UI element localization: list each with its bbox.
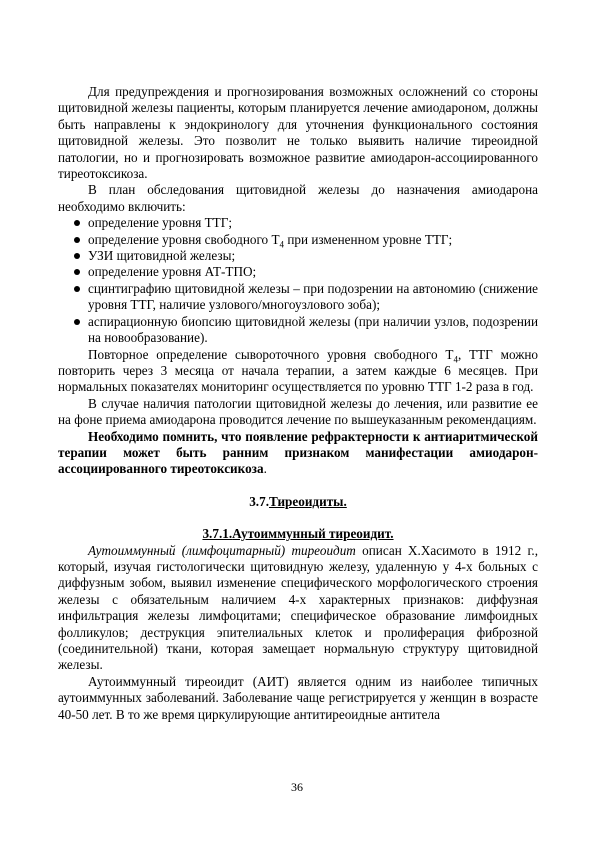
list-item-text: сцинтиграфию щитовидной железы – при подозрении на автономию (снижение уровня ТТГ, наличие узлового/многоузлового зоба); (88, 280, 538, 313)
bullet-icon (74, 319, 80, 325)
text-run: описан Х.Хасимото в 1912 г., который, изучая гистологически щитовидную железу, удаленную у 4-х больных с диффузным зобом, выявил изменение специфического морфологического строения железы с обязательным наличием 4-х характерных признаков: диффузная инфильтрация железы лимфоцитами; специфическое образование лимфоидных фолликулов; деструкция эпителиальных клеток и пролиферация фиброзной (соединительной) ткани, которая замещает нормальную структуру щитовидной железы. (58, 542, 538, 673)
section-heading (58, 494, 538, 510)
paragraph-prevention: Для предупреждения и прогнозирования возможных осложнений со стороны щитовидной железы пациенты, которым планируется лечение амиодароном, должны быть направлены к эндокринологу для уточнения функционального состояния щитовидной железы. Это позволит не только выявить наличие тиреоидной патологии, но и прогнозировать возможное развитие амиодарон-ассоциированного тиреотоксикоза. (58, 84, 538, 182)
bullet-icon (74, 269, 80, 275)
paragraph-warning (58, 429, 538, 478)
list-item-text: определение уровня ТТГ; (88, 215, 233, 231)
list-item-text: УЗИ щитовидной железы; (88, 248, 236, 264)
bullet-icon (74, 237, 80, 243)
text-run: . (263, 461, 267, 477)
paragraph-exam-plan: В план обследования щитовидной железы до назначения амиодарона необходимо включить: (58, 182, 538, 214)
bullet-icon (74, 220, 80, 226)
paragraph-repeat-test (58, 347, 538, 396)
list-item (58, 215, 538, 231)
list-item-text: при измененном уровне ТТГ; (284, 231, 453, 247)
bullet-icon (74, 253, 80, 259)
text-run: Повторное определение сывороточного уровня свободного Т (88, 346, 454, 362)
subsection-heading (58, 526, 538, 542)
subsection-title: Аутоиммунный тиреоидит. (232, 526, 394, 542)
list-item (58, 232, 538, 248)
bullet-icon (74, 286, 80, 292)
paragraph-ait-definition: Аутоиммунный тиреоидит (АИТ) является одним из наиболее типичных аутоиммунных заболеваний. Заболевание чаще регистрируется у женщин в возрасте 40-50 лет. В то же время циркулирующие антитиреоидные антитела (58, 673, 538, 722)
subsection-number: 3.7.1. (202, 526, 233, 542)
bold-text: Необходимо помнить, что появление рефрактерности к антиаритмической терапии может быть ранним признаком манифестации амиодарон-ассоциированного тиреотоксикоза (58, 428, 538, 477)
italic-term: Аутоиммунный (лимфоцитарный) тиреоидит (88, 542, 356, 558)
subscript: 4 (453, 354, 458, 365)
section-number: 3.7. (249, 493, 269, 509)
spacer (58, 478, 538, 494)
list-item-text: определение уровня свободного Т (88, 231, 280, 247)
list-item (58, 264, 538, 280)
list-item (58, 314, 538, 347)
text-run: , ТТГ можно повторить через 3 месяца от начала терапии, а затем каждые 6 месяцев. При нормальных показателях мониторинг осуществляется по уровню ТТГ 1-2 раза в год. (58, 346, 538, 395)
exam-list (58, 215, 538, 346)
paragraph-pathology: В случае наличия патологии щитовидной железы до лечения, или развитие ее на фоне приема амиодарона проводится лечение по вышеуказанным рекомендациям. (58, 395, 538, 428)
spacer (58, 510, 538, 526)
page-content (58, 84, 538, 723)
list-item (58, 281, 538, 314)
subscript: 4 (279, 239, 285, 250)
section-title: Тиреоидиты. (268, 493, 347, 509)
list-item (58, 248, 538, 264)
paragraph-ait-history (58, 543, 538, 674)
page-number: 36 (291, 780, 303, 794)
list-item-text: аспирационную биопсию щитовидной железы (при наличии узлов, подозрении на новообразование). (88, 313, 538, 346)
list-item-text: определение уровня АТ-ТПО; (88, 264, 257, 280)
